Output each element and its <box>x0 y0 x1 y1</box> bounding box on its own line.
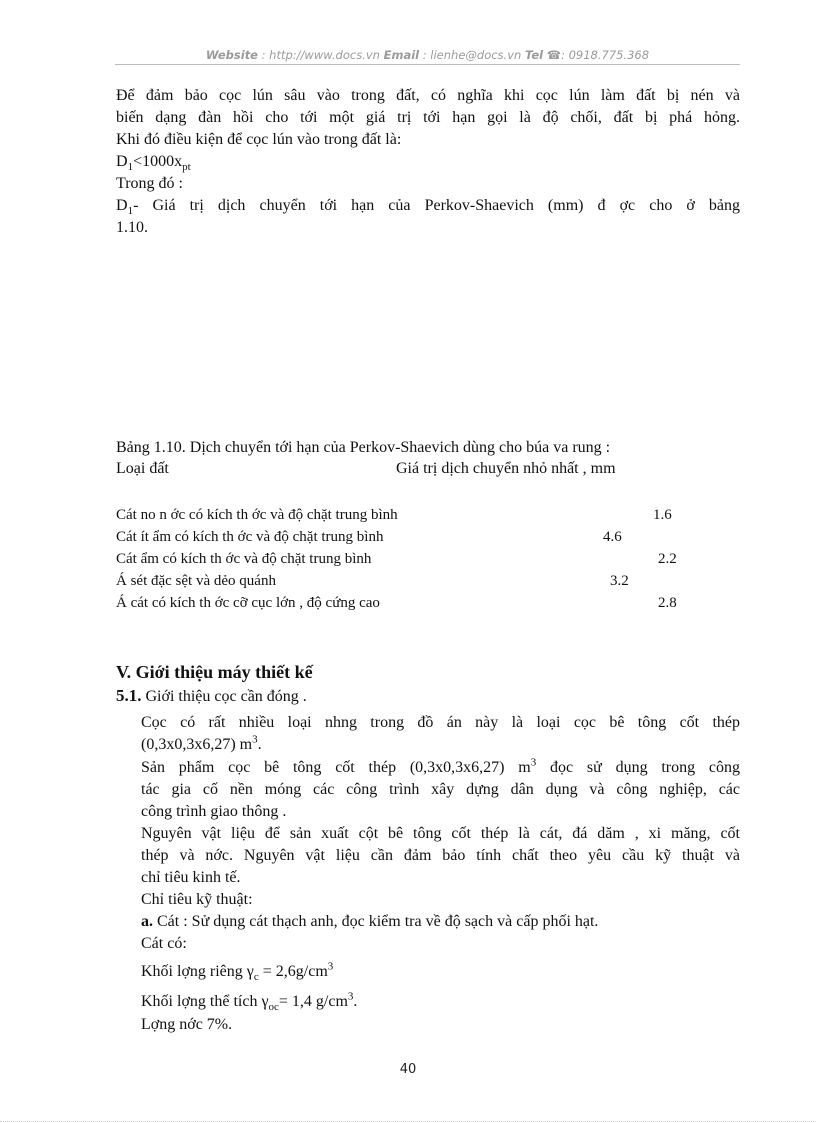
soil-type: Cát ẩm có kích th ớc và độ chặt trung bình <box>116 551 372 567</box>
property-density: Khối lợng riêng $\gamma_c = 2,6g/cm^3$ <box>141 960 334 984</box>
body-line: Chỉ tiêu kỹ thuật: <box>141 891 253 908</box>
body-line: công trình giao thông . <box>141 803 287 820</box>
tel-value: : 0918.775.368 <box>561 48 650 62</box>
table-row <box>116 549 740 569</box>
page-number: 40 <box>399 1062 417 1077</box>
table-header <box>116 459 740 479</box>
body-line: Nguyên vật liệu để sản xuất cột bê tông cốt thép là cát, đá dăm , xi măng, cốt <box>141 825 740 842</box>
body-line: Sản phẩm cọc bê tông cốt thép (0,3x0,3x6,27) $m^3$ đọc sử dụng trong công <box>141 756 741 776</box>
body-line: tác gia cố nền móng các công trình xây dựng dân dụng và công nghiệp, các <box>141 781 740 798</box>
intro-line: Để đảm bảo cọc lún sâu vào trong đất, có nghĩa khi cọc lún làm đất bị nén và <box>116 87 740 104</box>
limit-value: 3.2 <box>610 573 629 589</box>
website-value[interactable]: : http://www.docs.vn <box>261 48 380 62</box>
list-item-a: a. Cát : Sử dụng cát thạch anh, đọc kiểm tra về độ sạch và cấp phối hạt. <box>141 913 599 930</box>
phone-icon: ☎ <box>546 48 562 62</box>
soil-type: Cát no n ớc có kích th ớc và độ chặt trung bình <box>116 507 398 523</box>
table-row <box>116 527 740 547</box>
limit-value: 4.6 <box>603 529 622 545</box>
email-value[interactable]: : lienhe@docs.vn <box>422 48 522 62</box>
table-caption: Bảng 1.10. Dịch chuyển tới hạn của Perkov-Shaevich dùng cho búa va rung : <box>116 439 611 456</box>
soil-type: Cát ít ẩm có kích th ớc và độ chặt trung bình <box>116 529 384 545</box>
definition-cont: 1.10. <box>116 219 148 236</box>
page-header <box>115 48 740 62</box>
subsection-heading: 5.1. Giới thiệu cọc cần đóng . <box>116 686 307 705</box>
soil-type: Á cát có kích th ớc cỡ cục lớn , độ cứng cao <box>116 595 380 611</box>
tel-label: Tel <box>524 48 544 62</box>
property-bulk-density: Khối lợng thể tích $\gamma_{oc}= 1,4$ $g/cm^3$. <box>141 990 358 1014</box>
header-divider <box>115 64 740 65</box>
email-label: Email <box>383 48 420 62</box>
property-moisture: Lợng nớc 7%. <box>141 1016 233 1033</box>
limit-value: 2.8 <box>658 595 677 611</box>
body-line: chỉ tiêu kinh tế. <box>141 869 241 886</box>
definition: $D_1-$ Giá trị dịch chuyển tới hạn của Perkov-Shaevich (mm) đ ợc cho ở bảng <box>116 197 740 218</box>
page-bottom-edge <box>0 1121 816 1122</box>
intro-line: biến dạng đàn hồi cho tới một giá trị tới hạn gọi là độ chối, đất bị phá hỏng. <box>116 109 740 126</box>
soil-type: Á sét đặc sệt và dẻo quánh <box>116 573 276 589</box>
limit-value: 2.2 <box>658 551 677 567</box>
intro-line: Khi đó điều kiện để cọc lún vào trong đất là: <box>116 131 402 148</box>
website-label: Website <box>205 48 258 62</box>
section-heading: V. Giới thiệu máy thiết kế <box>116 662 313 682</box>
table-row <box>116 593 740 613</box>
table-row <box>116 505 740 525</box>
body-line: thép và nớc. Nguyên vật liệu cần đảm bảo tính chất theo yêu cầu kỹ thuật và <box>141 847 740 864</box>
column-header: Loại đất <box>116 460 169 477</box>
column-header: Giá trị dịch chuyển nhỏ nhất , mm <box>396 460 616 477</box>
limit-value: 1.6 <box>653 507 672 523</box>
where-label: Trong đó : <box>116 175 183 192</box>
table-row <box>116 571 740 591</box>
body-line: Cát có: <box>141 935 187 952</box>
body-line: Cọc có rất nhiều loại nhng trong đồ án này là loại cọc bê tông cốt thép <box>141 714 740 731</box>
body-line: (0,3x0,3x6,27) $m^3$. <box>141 733 262 753</box>
formula: $D_1<1000x_{pt}$ <box>116 153 191 174</box>
